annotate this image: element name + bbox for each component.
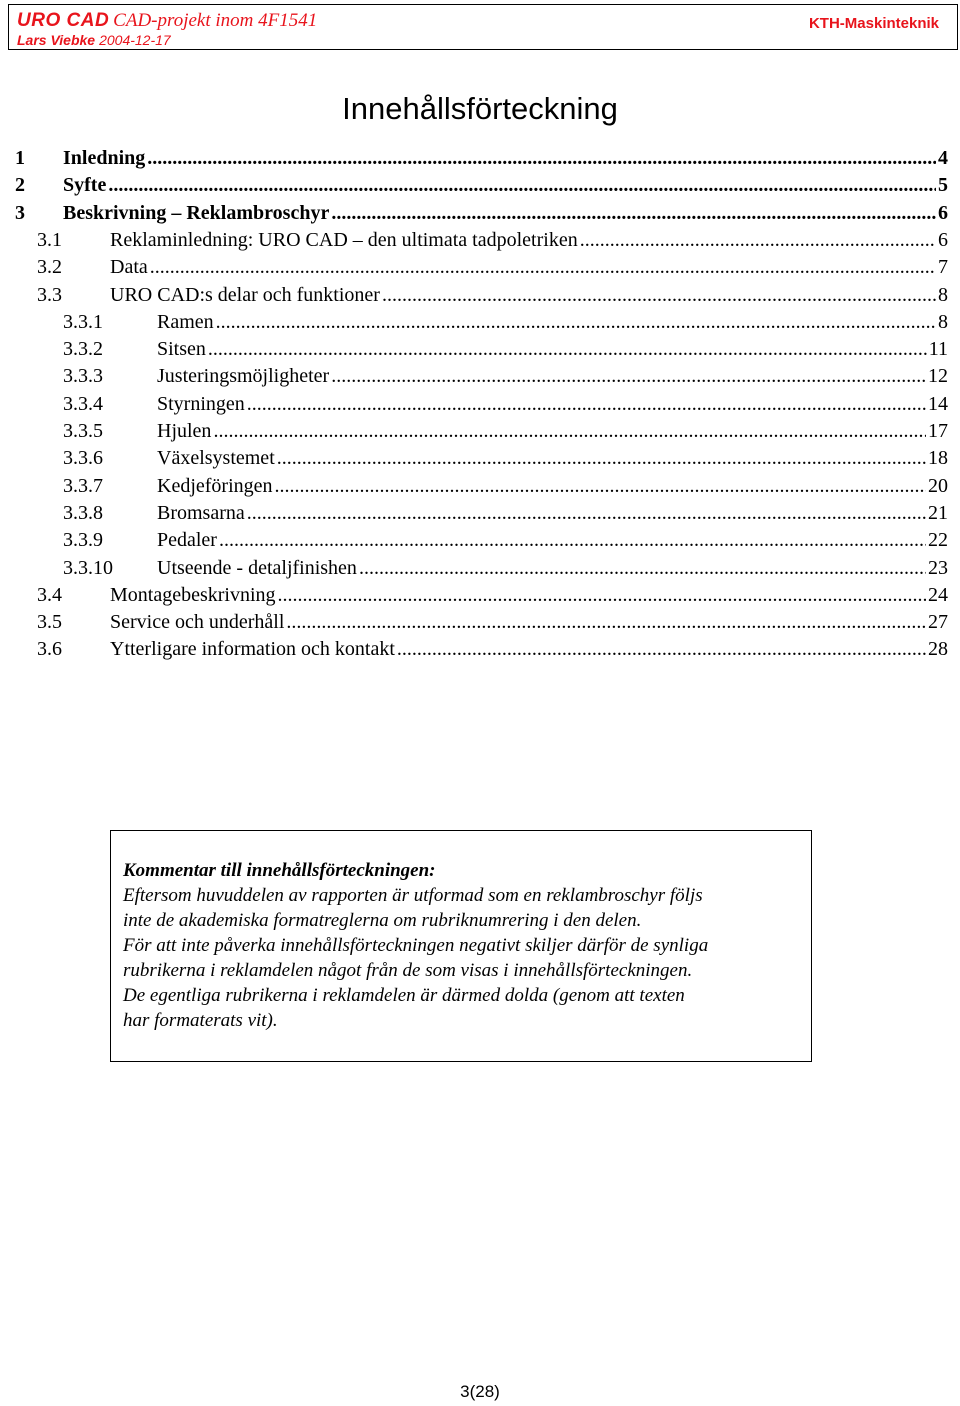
toc-entry-page: 18: [928, 447, 948, 470]
toc-entry-number: 3.6: [37, 638, 62, 661]
toc-entry-title: URO CAD:s delar och funktioner: [110, 283, 380, 306]
toc-entry-body: [157, 391, 948, 418]
toc-entry-number: 3.3.10: [63, 556, 113, 579]
toc-entry-page: 12: [928, 365, 948, 388]
toc-entry[interactable]: [0, 636, 960, 663]
toc-entry-title: Styrningen: [157, 392, 245, 415]
header-line-1: [17, 10, 317, 32]
toc-entry-page: 5: [938, 174, 948, 197]
toc-entry-body: [157, 473, 948, 500]
toc-entry-page: 4: [938, 147, 948, 169]
toc-entry-body: [110, 254, 948, 281]
toc-entry[interactable]: [0, 309, 960, 336]
toc-entry-body: [157, 309, 948, 336]
toc-entry[interactable]: [0, 582, 960, 609]
header-project-title: CAD-projekt inom 4F1541: [113, 10, 318, 31]
header-author: Lars Viebke: [17, 32, 96, 48]
toc-entry-title: Ramen: [157, 310, 214, 333]
toc-entry-body: [63, 145, 948, 172]
toc-entry[interactable]: [0, 172, 960, 199]
toc-entry-page: 8: [938, 283, 948, 306]
toc-entry-number: 3.3.6: [63, 447, 103, 470]
comment-line: inte de akademiska formatreglerna om rubriknumrering i den delen.: [123, 910, 642, 931]
toc-entry[interactable]: [0, 282, 960, 309]
comment-line: De egentliga rubrikerna i reklamdelen är därmed dolda (genom att texten: [123, 985, 685, 1006]
toc-dot-leader: [247, 500, 926, 527]
toc-entry-title: Reklaminledning: URO CAD – den ultimata tadpoletriken: [110, 228, 578, 251]
toc-dot-leader: [286, 609, 926, 636]
toc-entry-body: [110, 282, 948, 309]
toc-entry-number: 3.3.7: [63, 474, 103, 497]
toc-entry-title: Bromsarna: [157, 501, 245, 524]
header-line-2: [17, 32, 171, 50]
toc-entry-page: 6: [938, 228, 948, 251]
toc-dot-leader: [382, 282, 936, 309]
toc-entry-body: [110, 609, 948, 636]
toc-entry-page: 28: [928, 638, 948, 661]
toc-entry-number: 3.1: [37, 228, 62, 251]
toc-entry-number: 3.3.9: [63, 529, 103, 552]
toc-entry-body: [157, 418, 948, 445]
toc-entry-page: 20: [928, 474, 948, 497]
toc-dot-leader: [397, 636, 926, 663]
toc-entry-number: 3.2: [37, 256, 62, 279]
toc-entry[interactable]: [0, 145, 960, 172]
toc-entry-number: 3.3.4: [63, 392, 103, 415]
uro-cad-logo: URO CAD: [17, 10, 110, 31]
toc-entry-body: [157, 445, 948, 472]
toc-entry-title: Utseende - detaljfinishen: [157, 556, 357, 579]
toc-entry-page: 7: [938, 256, 948, 279]
toc-entry[interactable]: [0, 418, 960, 445]
toc-entry[interactable]: [0, 336, 960, 363]
toc-entry-number: 3.3.1: [63, 310, 103, 333]
toc-entry-page: 24: [928, 583, 948, 606]
toc-entry-number: 3.5: [37, 611, 62, 634]
toc-entry-number: 3: [15, 201, 25, 224]
toc-entry[interactable]: [0, 227, 960, 254]
toc-entry[interactable]: [0, 500, 960, 527]
toc-entry-number: 1: [15, 147, 25, 169]
toc-entry-title: Sitsen: [157, 338, 206, 361]
toc-entry[interactable]: [0, 391, 960, 418]
comment-heading: Kommentar till innehållsförteckningen:: [123, 860, 436, 881]
page-number: 3(28): [460, 1382, 500, 1401]
toc-entry[interactable]: [0, 445, 960, 472]
toc-entry-body: [157, 500, 948, 527]
toc-dot-leader: [580, 227, 936, 254]
toc-entry[interactable]: [0, 555, 960, 582]
comment-line: För att inte påverka innehållsförteckningen negativt skiljer därför de synliga: [123, 935, 709, 956]
toc-entry-title: Justeringsmöjligheter: [157, 365, 330, 388]
toc-entry-number: 2: [15, 174, 25, 197]
toc-entry-body: [63, 200, 948, 227]
toc-entry-page: 21: [928, 501, 948, 524]
toc-entry-title: Pedaler: [157, 529, 217, 552]
toc-entry-title: Ytterligare information och kontakt: [110, 638, 395, 661]
toc-entry-number: 3.3.5: [63, 420, 103, 442]
toc-entry[interactable]: [0, 254, 960, 281]
toc-entry-number: 3.3.2: [63, 338, 103, 361]
toc-entry-title: Beskrivning – Reklambroschyr: [63, 201, 330, 224]
toc-dot-leader: [359, 555, 926, 582]
toc-entry-title: Syfte: [63, 174, 107, 197]
toc-entry-page: 27: [928, 611, 948, 634]
toc-entry-title: Montagebeskrivning: [110, 583, 276, 606]
toc-entry-number: 3.3.3: [63, 365, 103, 388]
comment-line: rubrikerna i reklamdelen något från de som visas i innehållsförteckningen.: [123, 960, 693, 981]
toc-entry-title: Kedjeföringen: [157, 474, 273, 497]
toc-entry[interactable]: [0, 200, 960, 227]
toc-dot-leader: [208, 336, 927, 363]
toc-dot-leader: [331, 200, 936, 227]
toc-dot-leader: [108, 172, 936, 199]
toc-dot-leader: [216, 309, 936, 336]
toc-entry-body: [63, 172, 948, 199]
toc-entry[interactable]: [0, 363, 960, 390]
toc-dot-leader: [331, 363, 926, 390]
toc-entry[interactable]: [0, 527, 960, 554]
toc-entry-number: 3.3: [37, 283, 62, 306]
comment-box: [110, 830, 812, 1062]
toc-dot-leader: [277, 445, 926, 472]
toc-entry-body: [157, 527, 948, 554]
header-organization: KTH-Maskinteknik: [808, 15, 939, 32]
toc-entry-title: Data: [110, 256, 148, 279]
toc-entry-page: 8: [938, 310, 948, 333]
toc-dot-leader: [275, 473, 926, 500]
toc-dot-leader: [147, 145, 936, 172]
comment-line: Eftersom huvuddelen av rapporten är utformad som en reklambroschyr följs: [123, 885, 703, 906]
toc-entry-body: [110, 636, 948, 663]
toc-entry-body: [157, 336, 948, 363]
toc-dot-leader: [247, 391, 926, 418]
toc-entry-title: Service och underhåll: [110, 611, 285, 634]
toc-dot-leader: [219, 527, 926, 554]
toc-entry-page: 22: [928, 529, 948, 552]
header-date: 2004-12-17: [99, 32, 171, 48]
page-header: [8, 4, 958, 50]
toc-entry-number: 3.3.8: [63, 501, 103, 524]
toc-entry-title: Inledning: [63, 147, 146, 169]
toc-entry-page: 23: [928, 556, 948, 579]
toc-entry-page: 11: [928, 338, 948, 361]
toc-entry-page: 6: [938, 201, 948, 224]
toc-entry-page: 14: [928, 392, 948, 415]
toc-entry-number: 3.4: [37, 583, 62, 606]
page-title: Innehållsförteckning: [342, 90, 618, 126]
toc-entry-body: [157, 363, 948, 390]
toc-entry[interactable]: [0, 473, 960, 500]
toc-entry-title: Växelsystemet: [157, 447, 275, 470]
toc-dot-leader: [150, 254, 936, 281]
toc-entry[interactable]: [0, 609, 960, 636]
toc-dot-leader: [213, 418, 926, 445]
toc-entry-body: [110, 227, 948, 254]
comment-line: har formaterats vit).: [123, 1010, 278, 1031]
toc-entry-page: 17: [928, 420, 948, 442]
toc-entry-body: [110, 582, 948, 609]
toc-entry-title: Hjulen: [157, 420, 212, 442]
toc-dot-leader: [278, 582, 926, 609]
toc-entry-body: [157, 555, 948, 582]
